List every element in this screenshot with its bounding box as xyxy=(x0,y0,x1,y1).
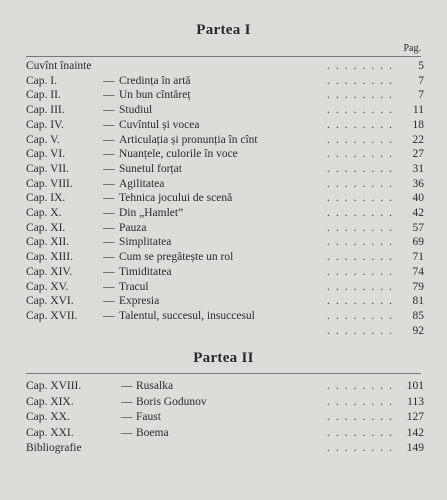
entry-dash: — xyxy=(121,380,133,392)
leader-dots: ........ xyxy=(327,426,398,439)
toc-entry xyxy=(26,442,424,455)
page-number: 18 xyxy=(412,118,424,131)
header-rule xyxy=(26,56,421,57)
entry-dash: — xyxy=(103,309,115,322)
entry-dash: — xyxy=(103,251,115,264)
toc-entry xyxy=(26,148,424,161)
page-number: 22 xyxy=(412,133,424,146)
chapter-number: Cap. XI. xyxy=(26,221,66,234)
toc-entry xyxy=(26,207,424,220)
chapter-title: Expresia xyxy=(119,295,160,308)
toc-entry xyxy=(26,251,424,264)
part1-title: Partea I xyxy=(196,22,251,38)
toc-entry xyxy=(26,75,424,88)
entry-dash: — xyxy=(103,295,115,308)
toc-entry xyxy=(26,163,424,176)
chapter-number: Cap. XIX. xyxy=(26,395,74,408)
chapter-title: Studiul xyxy=(119,104,153,117)
chapter-number: Bibliografie xyxy=(26,442,82,454)
entry-dash: — xyxy=(103,148,115,161)
page-number: 42 xyxy=(412,207,424,219)
chapter-title: Timiditatea xyxy=(119,265,172,278)
chapter-number: Cap. VI. xyxy=(26,148,66,161)
chapter-number: Cap. IV. xyxy=(26,118,64,131)
page-number: 142 xyxy=(406,426,424,439)
chapter-number: Cap. II. xyxy=(26,89,61,102)
toc-entry xyxy=(26,60,424,73)
chapter-title: Talentul, succesul, insuccesul xyxy=(119,309,255,322)
leader-dots: ........ xyxy=(327,380,398,392)
toc-entry xyxy=(26,119,424,132)
entry-dash: — xyxy=(103,89,115,102)
entry-dash: — xyxy=(103,74,115,87)
toc-entry xyxy=(26,236,424,249)
page-number: 127 xyxy=(406,411,424,423)
leader-dots: ........ xyxy=(327,295,398,308)
chapter-title: Din „Hamlet” xyxy=(119,207,184,219)
toc-entry xyxy=(26,427,424,440)
chapter-number: Cap. III. xyxy=(26,104,65,117)
toc-entry xyxy=(26,222,424,235)
leader-dots: ........ xyxy=(327,411,398,423)
leader-dots: ........ xyxy=(327,265,398,278)
leader-dots: ........ xyxy=(327,148,398,161)
entry-dash: — xyxy=(103,104,115,117)
chapter-number: Cap. XVIII. xyxy=(26,380,82,392)
leader-dots: ........ xyxy=(327,118,398,131)
toc-entry xyxy=(26,89,424,102)
chapter-title: Pauza xyxy=(119,221,147,234)
toc-entry xyxy=(26,266,424,279)
chapter-title: Tracul xyxy=(119,280,149,293)
entry-dash: — xyxy=(103,118,115,131)
chapter-title: Boris Godunov xyxy=(136,395,207,408)
entry-dash: — xyxy=(121,411,133,423)
page-number: 36 xyxy=(412,177,424,190)
page-number: 27 xyxy=(412,148,424,161)
page-number: 81 xyxy=(412,295,424,308)
toc-entry xyxy=(26,281,424,294)
toc-entry xyxy=(26,325,424,338)
chapter-title: Un bun cîntăreț xyxy=(119,89,191,102)
page-number: 57 xyxy=(412,221,424,234)
leader-dots: ........ xyxy=(327,74,398,87)
toc-entry xyxy=(26,310,424,323)
page-number: 71 xyxy=(412,251,424,264)
leader-dots: ........ xyxy=(327,395,398,408)
page-number: 92 xyxy=(412,324,424,337)
chapter-title: Nuanțele, culorile în voce xyxy=(119,148,238,161)
toc-entry xyxy=(26,411,424,424)
toc-entry xyxy=(26,295,424,308)
leader-dots: ........ xyxy=(327,280,398,293)
chapter-number: Cap. XV. xyxy=(26,280,69,293)
leader-dots: ........ xyxy=(327,89,398,102)
toc-entry xyxy=(26,178,424,191)
toc-entry xyxy=(26,192,424,205)
chapter-number: Cap. VII. xyxy=(26,162,69,175)
page-number: 113 xyxy=(407,395,424,408)
page-number: 11 xyxy=(412,104,424,117)
chapter-title: Cuvîntul și vocea xyxy=(119,118,200,131)
chapter-title: Simplitatea xyxy=(119,236,172,249)
chapter-title: Articulația și pronunția în cînt xyxy=(119,133,258,146)
chapter-number: Cap. XX. xyxy=(26,411,70,423)
chapter-number: Cap. XIV. xyxy=(26,265,73,278)
chapter-title: Tehnica jocului de scenă xyxy=(119,192,233,205)
page-number: 74 xyxy=(412,265,424,278)
page-number: 85 xyxy=(412,309,424,322)
entry-dash: — xyxy=(121,426,133,439)
chapter-title: Credința în artă xyxy=(119,74,191,87)
chapter-title: Agilitatea xyxy=(119,177,165,190)
chapter-number: Cap. VIII. xyxy=(26,177,73,190)
chapter-title: Boema xyxy=(136,426,169,439)
chapter-title: Cum se pregătește un rol xyxy=(119,251,234,264)
entry-dash: — xyxy=(121,395,133,408)
entry-dash: — xyxy=(103,177,115,190)
leader-dots: ........ xyxy=(327,133,398,146)
entry-dash: — xyxy=(103,207,115,219)
page-number: 149 xyxy=(406,442,424,454)
entry-dash: — xyxy=(103,162,115,175)
leader-dots: ........ xyxy=(327,251,398,264)
page-number: 7 xyxy=(418,74,424,87)
leader-dots: ........ xyxy=(327,162,398,175)
entry-dash: — xyxy=(103,265,115,278)
chapter-number: Cap. XXI. xyxy=(26,426,74,439)
chapter-number: Cap. X. xyxy=(26,207,62,219)
chapter-number: Cap. XVI. xyxy=(26,295,74,308)
chapter-number: Cap. IX. xyxy=(26,192,66,205)
chapter-title: Faust xyxy=(136,411,161,423)
toc-entry xyxy=(26,396,424,409)
entry-dash: — xyxy=(103,221,115,234)
entry-dash: — xyxy=(103,133,115,146)
page-number: 101 xyxy=(406,380,424,392)
chapter-number: Cuvînt înainte xyxy=(26,60,92,72)
chapter-title: Rusalka xyxy=(136,380,174,392)
toc-entry xyxy=(26,134,424,147)
leader-dots: ........ xyxy=(327,236,398,249)
page-number: 69 xyxy=(412,236,424,249)
part2-rule xyxy=(26,373,421,374)
leader-dots: ........ xyxy=(327,192,398,205)
leader-dots: ........ xyxy=(327,104,398,117)
chapter-title: Sunetul forțat xyxy=(119,162,182,175)
chapter-number: Cap. I. xyxy=(26,74,57,87)
page-number: 7 xyxy=(418,89,424,102)
entry-dash: — xyxy=(103,236,115,249)
leader-dots: ........ xyxy=(327,309,398,322)
toc-entry xyxy=(26,104,424,117)
chapter-number: Cap. XII. xyxy=(26,236,70,249)
page-number: 31 xyxy=(412,162,424,175)
leader-dots: ........ xyxy=(327,221,398,234)
leader-dots: ........ xyxy=(327,442,398,454)
page-number: 79 xyxy=(412,280,424,293)
page-number: 40 xyxy=(412,192,424,205)
leader-dots: ........ xyxy=(327,177,398,190)
leader-dots: ........ xyxy=(327,324,398,337)
part2-title: Partea II xyxy=(193,350,254,366)
toc-entry xyxy=(26,380,424,393)
entry-dash: — xyxy=(103,192,115,205)
leader-dots: ........ xyxy=(327,207,398,219)
pag-column-label: Pag. xyxy=(403,43,421,54)
page-number: 5 xyxy=(418,60,424,72)
chapter-number: Cap. V. xyxy=(26,133,60,146)
leader-dots: ........ xyxy=(327,60,398,72)
entry-dash: — xyxy=(103,280,115,293)
chapter-number: Cap. XIII. xyxy=(26,251,73,264)
chapter-number: Cap. XVII. xyxy=(26,309,78,322)
